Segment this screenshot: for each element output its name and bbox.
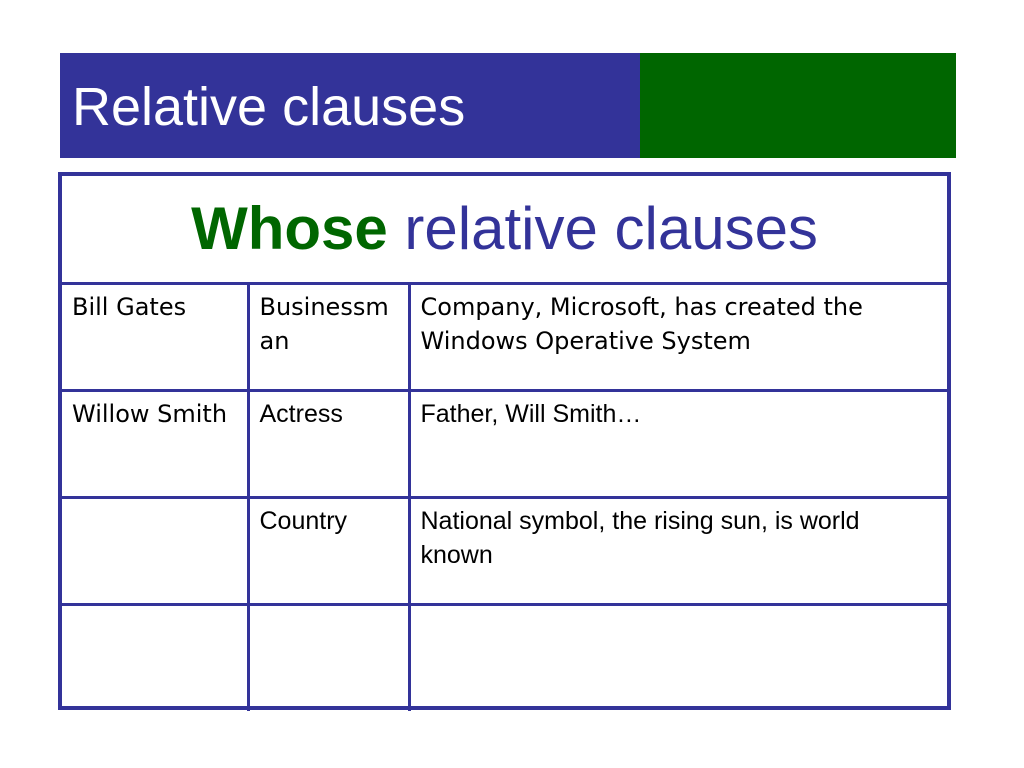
header-highlight-word: Whose xyxy=(191,194,388,262)
header-rest-text: relative clauses xyxy=(404,194,818,262)
table-row xyxy=(62,497,947,604)
table-cell-role: Country xyxy=(248,497,409,604)
table-row xyxy=(62,390,947,497)
table-header xyxy=(62,176,947,283)
table-row xyxy=(62,283,947,390)
table-cell-clause: National symbol, the rising sun, is world known xyxy=(409,497,947,604)
table-cell-clause xyxy=(409,604,947,711)
table-row xyxy=(62,604,947,711)
table-cell-person xyxy=(62,497,248,604)
table-cell-role: Actress xyxy=(248,390,409,497)
table-cell-person: Bill Gates xyxy=(62,283,248,390)
table-cell-role xyxy=(248,604,409,711)
table-cell-clause: Company, Microsoft, has created the Windows Operative System xyxy=(409,283,947,390)
slide-title: Relative clauses xyxy=(72,77,466,137)
whose-clauses-table xyxy=(58,172,951,710)
title-accent-block xyxy=(640,53,956,158)
table-cell-role: Businessm an xyxy=(248,283,409,390)
table-cell-person xyxy=(62,604,248,711)
table-cell-person: Willow Smith xyxy=(62,390,248,497)
table-cell-clause: Father, Will Smith… xyxy=(409,390,947,497)
